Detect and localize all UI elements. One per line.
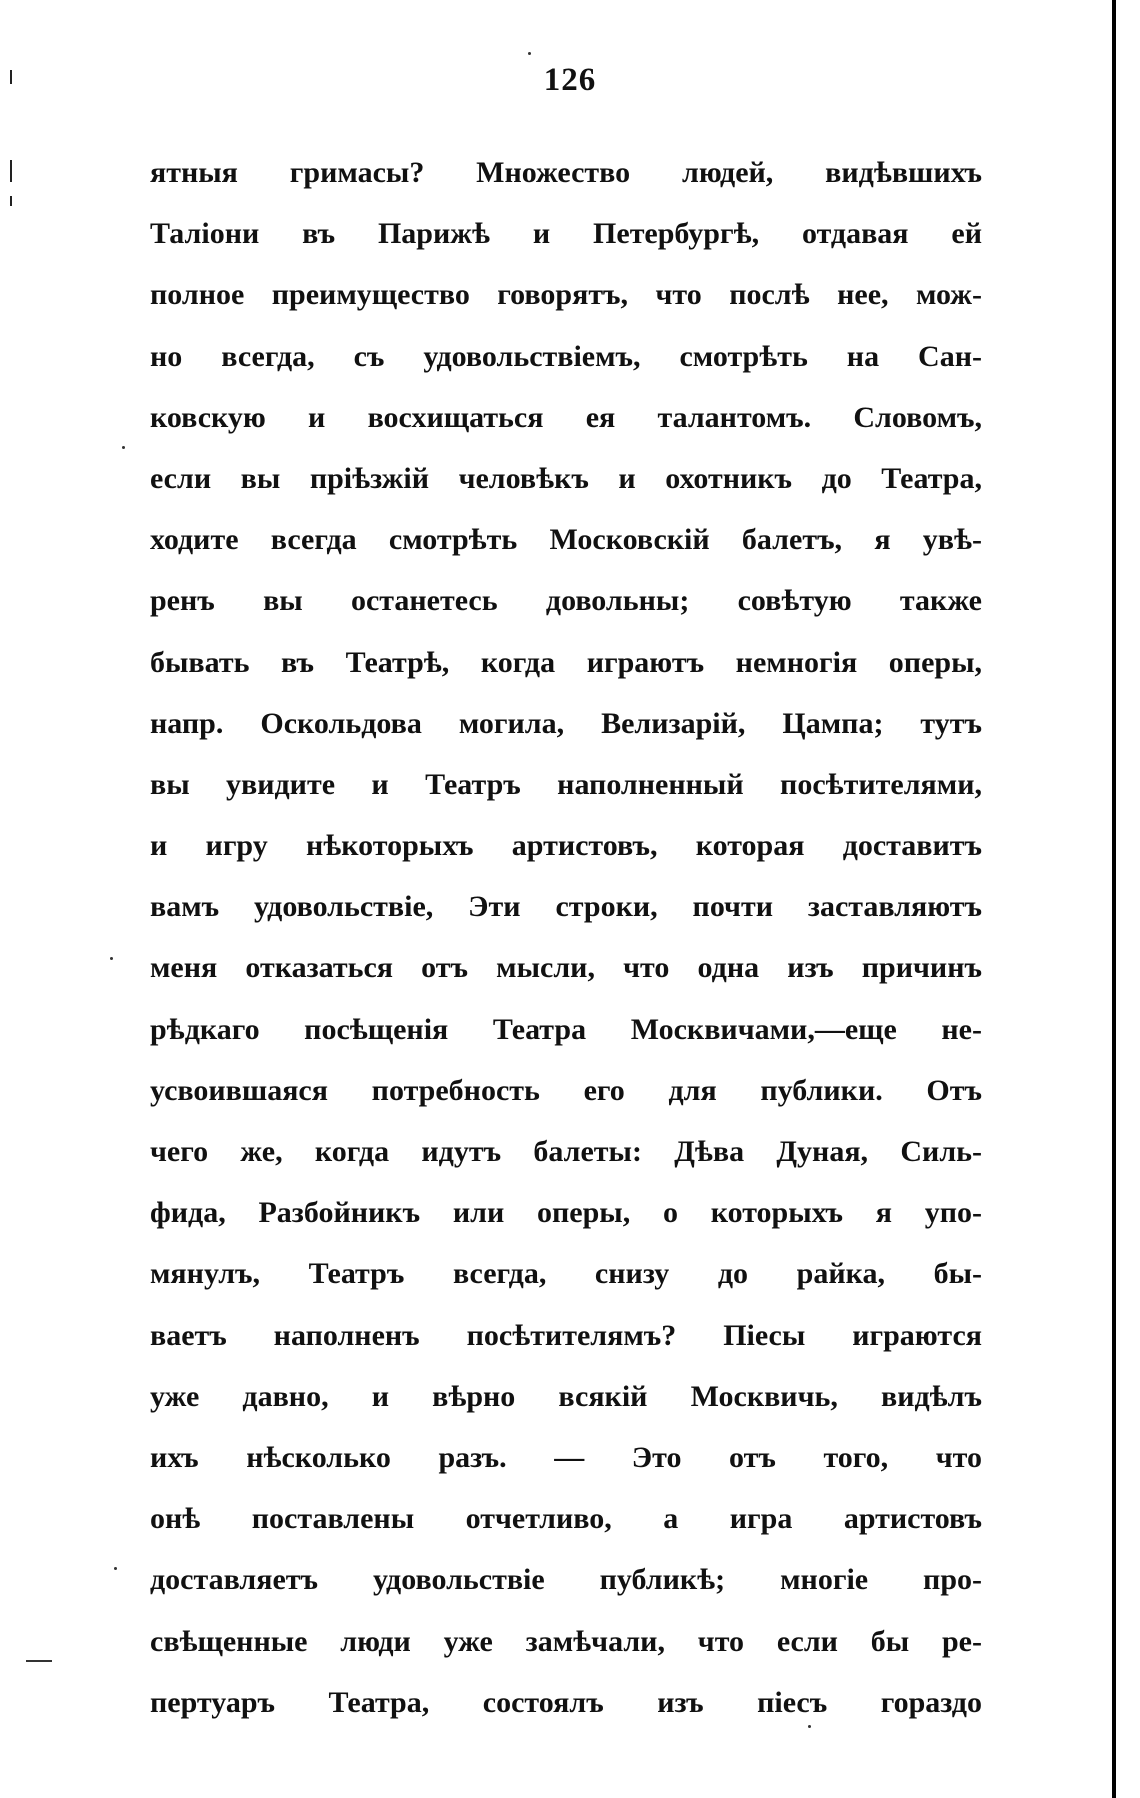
page-number: 126 bbox=[543, 62, 597, 98]
text-line: ятныя гримасы? Множество людей, видѣвшихъ bbox=[150, 156, 982, 189]
text-line: напр. Оскольдова могила, Велизарій, Цампа; тутъ bbox=[150, 706, 982, 740]
text-line: чего же, когда идутъ балеты: Дѣва Дуная, Силь- bbox=[150, 1135, 982, 1168]
paper-speck bbox=[114, 1567, 117, 1570]
page-edge-shadow bbox=[1112, 0, 1116, 1798]
margin-dash bbox=[26, 1660, 52, 1662]
text-line: ихъ нѣсколько разъ. — Это отъ того, что bbox=[150, 1440, 982, 1474]
text-line: ренъ вы останетесь довольны; совѣтую также bbox=[150, 584, 982, 618]
text-line: доставляетъ удовольствіе публикѣ; многіе про- bbox=[150, 1563, 982, 1597]
text-line: меня отказаться отъ мысли, что одна изъ причинъ bbox=[150, 951, 982, 985]
text-line: если вы пріѣзжій человѣкъ и охотникъ до Театра, bbox=[150, 461, 982, 495]
text-line: ходите всегда смотрѣть Московскій балетъ, я увѣ- bbox=[150, 523, 982, 557]
text-line: полное преимущество говорятъ, что послѣ нее, мож- bbox=[150, 278, 982, 312]
text-line: мянулъ, Театръ всегда, снизу до райка, бы- bbox=[150, 1257, 982, 1291]
paper-speck bbox=[528, 52, 531, 55]
paper-speck bbox=[808, 1725, 811, 1728]
text-line: онѣ поставлены отчетливо, а игра артистовъ bbox=[150, 1502, 982, 1536]
text-line: вамъ удовольствіе, Эти строки, почти заставляютъ bbox=[150, 890, 982, 924]
paper-speck bbox=[122, 446, 125, 449]
text-line: фида, Разбойникъ или оперы, о которыхъ я упо- bbox=[150, 1196, 982, 1230]
text-line: ваетъ наполненъ посѣтителямъ? Піесы играются bbox=[150, 1318, 982, 1352]
text-line: пертуаръ Театра, состоялъ изъ піесъ гораздо bbox=[150, 1685, 982, 1719]
text-line: но всегда, съ удовольствіемъ, смотрѣть на Сан- bbox=[150, 339, 982, 373]
text-line: ковскую и восхищаться ея талантомъ. Словомъ, bbox=[150, 400, 982, 434]
text-line: свѣщенные люди уже замѣчали, что если бы ре- bbox=[150, 1624, 982, 1658]
text-line: уже давно, и вѣрно всякій Москвичь, видѣлъ bbox=[150, 1379, 982, 1413]
paper-speck bbox=[110, 957, 113, 960]
margin-mark bbox=[10, 70, 12, 84]
margin-mark bbox=[10, 160, 12, 182]
text-line: рѣдкаго посѣщенія Театра Москвичами,—еще не- bbox=[150, 1012, 982, 1046]
body-text bbox=[150, 142, 982, 1733]
text-line: Таліони въ Парижѣ и Петербургѣ, отдавая ей bbox=[150, 217, 982, 251]
text-line: бывать въ Театрѣ, когда играютъ немногія оперы, bbox=[150, 645, 982, 679]
text-line: усвоившаяся потребность его для публики. Отъ bbox=[150, 1073, 982, 1107]
text-line: и игру нѣкоторыхъ артистовъ, которая доставитъ bbox=[150, 829, 982, 863]
text-line: вы увидите и Театръ наполненный посѣтителями, bbox=[150, 767, 982, 801]
margin-mark bbox=[10, 196, 12, 206]
